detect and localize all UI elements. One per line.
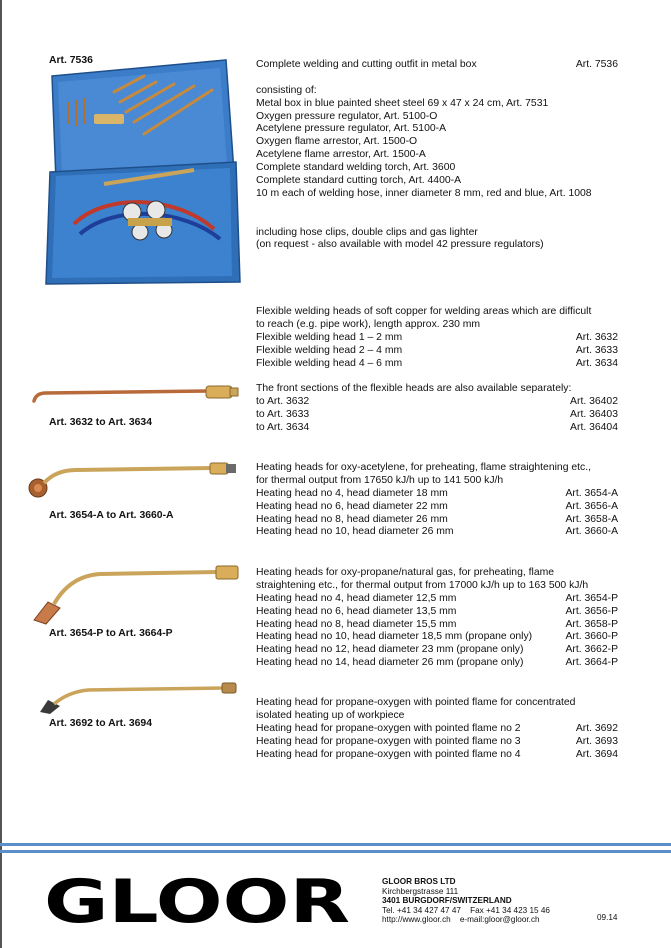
- text-line: [256, 72, 618, 85]
- text-line: Oxygen flame arrestor, Art. 1500-O: [256, 136, 418, 148]
- text-line: Heating head no 4, head diameter 18 mm Art. 3654-A: [256, 487, 618, 499]
- flexible-description: [256, 306, 618, 435]
- text-line: [256, 214, 618, 227]
- text-line: Heating head for propane-oxygen with pointed flame no 3 Art. 3693: [256, 735, 618, 747]
- text-line: Oxygen pressure regulator, Art. 5100-O: [256, 110, 438, 122]
- text-line: consisting of:: [256, 84, 317, 96]
- acetylene-heating-head-image: [26, 458, 240, 500]
- svg-text:GLOOR: GLOOR: [44, 874, 350, 926]
- text-line: Heating head no 14, head diameter 26 mm (propane only) Art. 3664-P: [256, 657, 618, 669]
- company-street: Kirchbergstrasse 111: [382, 886, 459, 896]
- text-line: Acetylene flame arrestor, Art. 1500-A: [256, 149, 426, 161]
- text-line: isolated heating up of workpiece: [256, 709, 405, 721]
- text-line: 10 m each of welding hose, inner diameter 8 mm, red and blue, Art. 1008: [256, 187, 592, 199]
- propane-art-label: Art. 3654-P to Art. 3664-P: [49, 628, 173, 639]
- text-line: including hose clips, double clips and gas lighter: [256, 226, 478, 238]
- text-line: Complete standard welding torch, Art. 3600: [256, 162, 456, 174]
- text-line: Flexible welding heads of soft copper for welding areas which are difficult: [256, 306, 592, 317]
- text-line: Heating head no 4, head diameter 12,5 mm Art. 3654-P: [256, 592, 618, 604]
- acetylene-art-label: Art. 3654-A to Art. 3660-A: [49, 510, 174, 521]
- text-line: [256, 370, 618, 383]
- propane-description: [256, 567, 618, 670]
- text-line: Heating head no 8, head diameter 15,5 mm Art. 3658-P: [256, 618, 618, 630]
- company-city: 3401 BURGDORF/SWITZERLAND: [382, 896, 512, 906]
- pointed-description: [256, 697, 618, 761]
- text-line: Heating heads for oxy-propane/natural gas, for preheating, flame: [256, 567, 555, 578]
- text-line: Acetylene pressure regulator, Art. 5100-A: [256, 123, 447, 135]
- flexible-art-label: Art. 3632 to Art. 3634: [49, 417, 152, 428]
- acetylene-description: [256, 462, 618, 539]
- company-phone-fax: Tel. +41 34 427 47 47 Fax +41 34 423 15 46: [382, 905, 550, 915]
- company-web-email: [382, 915, 550, 925]
- text-line: straightening etc., for thermal output from 17000 kJ/h up to 163 500 kJ/h: [256, 579, 589, 591]
- text-line: The front sections of the flexible heads are also available separately:: [256, 383, 572, 395]
- company-name: GLOOR BROS LTD: [382, 877, 456, 886]
- text-line: to Art. 3634 Art. 36404: [256, 422, 618, 434]
- text-line: Heating head for propane-oxygen with pointed flame no 2 Art. 3692: [256, 722, 618, 734]
- text-line: Heating head no 6, head diameter 22 mm Art. 3656-A: [256, 500, 618, 512]
- text-line: Heating head for propane-oxygen with pointed flame for concentrated: [256, 697, 576, 708]
- text-line: to Art. 3632 Art. 36402: [256, 396, 618, 408]
- text-line: Heating heads for oxy-acetylene, for preheating, flame straightening etc.,: [256, 462, 592, 473]
- outfit-description: [256, 59, 618, 252]
- email-link[interactable]: e-mail:gloor@gloor.ch: [459, 915, 540, 925]
- text-line: Heating head no 12, head diameter 23 mm (propane only) Art. 3662-P: [256, 644, 618, 656]
- text-line: Flexible welding head 1 – 2 mm Art. 3632: [256, 331, 618, 343]
- pointed-art-label: Art. 3692 to Art. 3694: [49, 718, 152, 729]
- text-line: Flexible welding head 2 – 4 mm Art. 3633: [256, 344, 618, 356]
- footer-divider-top: [0, 843, 671, 846]
- welding-outfit-box-image: [44, 54, 242, 286]
- text-line: Complete welding and cutting outfit in metal box Art. 7536: [256, 59, 618, 70]
- text-line: Heating head no 8, head diameter 26 mm Art. 3658-A: [256, 513, 618, 525]
- company-address: [382, 877, 550, 925]
- pointed-flame-head-image: [38, 680, 242, 716]
- text-line: Complete standard cutting torch, Art. 4400-A: [256, 175, 462, 187]
- text-line: Heating head no 10, head diameter 18,5 mm (propane only) Art. 3660-P: [256, 631, 618, 643]
- footer-divider-bottom: [0, 850, 671, 853]
- flexible-welding-head-image: [30, 383, 240, 407]
- gloor-logo: [44, 874, 354, 926]
- text-line: [256, 201, 618, 214]
- document-date: 09.14: [597, 913, 618, 922]
- text-line: Metal box in blue painted sheet steel 69 x 47 x 24 cm, Art. 7531: [256, 97, 549, 109]
- text-line: (on request - also available with model 42 pressure regulators): [256, 239, 544, 251]
- text-line: Flexible welding head 4 – 6 mm Art. 3634: [256, 357, 618, 369]
- page-left-border: [0, 0, 2, 948]
- text-line: Heating head no 10, head diameter 26 mm Art. 3660-A: [256, 526, 618, 538]
- website-link[interactable]: http://www.gloor.ch: [382, 915, 451, 925]
- text-line: to reach (e.g. pipe work), length approx. 230 mm: [256, 318, 481, 330]
- text-line: Heating head for propane-oxygen with pointed flame no 4 Art. 3694: [256, 748, 618, 760]
- outfit-art-label: Art. 7536: [49, 55, 93, 66]
- text-line: for thermal output from 17650 kJ/h up to 141 500 kJ/h: [256, 474, 504, 486]
- text-line: to Art. 3633 Art. 36403: [256, 409, 618, 421]
- text-line: Heating head no 6, head diameter 13,5 mm Art. 3656-P: [256, 605, 618, 617]
- propane-heating-head-image: [30, 562, 244, 626]
